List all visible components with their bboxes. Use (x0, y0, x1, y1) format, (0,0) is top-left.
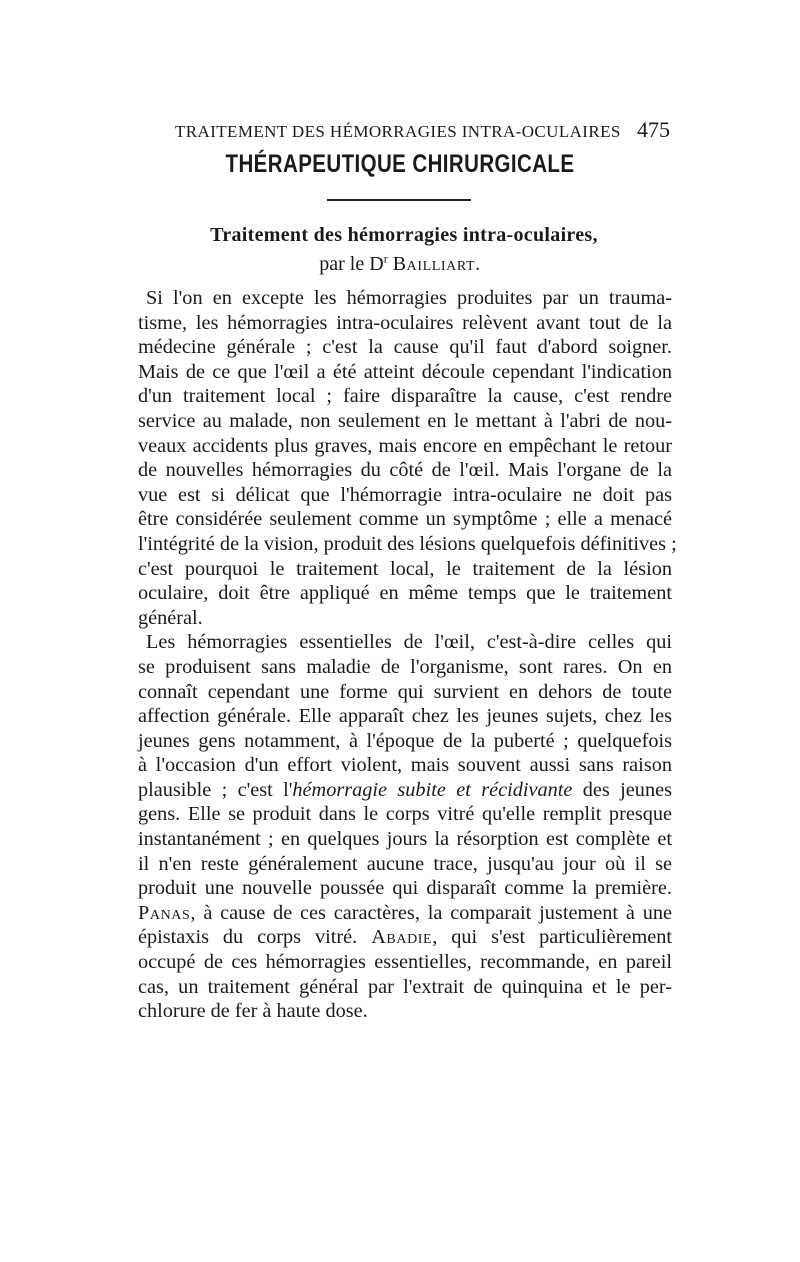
author-name-abadie: Abadie (371, 926, 433, 949)
text-line: chlorure de fer à haute dose. (138, 1000, 368, 1023)
text-line (138, 925, 672, 950)
text-line: gens. Elle se produit dans le corps vitré qu'elle remplit presque (138, 803, 672, 826)
text-line: oculaire, doit être appliqué en même temps que le traitement (138, 582, 672, 605)
text-line: vue est si délicat que l'hémorragie intra-oculaire ne doit pas (138, 483, 672, 506)
text-line: de nouvelles hémorragies du côté de l'œil. Mais l'organe de la (138, 459, 672, 482)
article-body (138, 286, 677, 1024)
article-title: Traitement des hémorragies intra-oculaires, (210, 224, 598, 246)
text-fragment: épistaxis du corps vitré. (138, 926, 372, 949)
section-title: THÉRAPEUTIQUE CHIRURGICALE (225, 150, 575, 178)
text-line: Mais de ce que l'œil a été atteint découle cependant l'indication (138, 360, 672, 383)
text-line: instantanément ; en quelques jours la résorption est complète et (138, 828, 672, 851)
italic-phrase: hémorragie subite et récidivante (292, 778, 573, 801)
text-line (138, 901, 672, 926)
text-line: affection générale. Elle apparaît chez les jeunes sujets, chez les (138, 705, 672, 728)
text-line: il n'en reste généralement aucune trace, jusqu'au jour où il se (138, 852, 672, 875)
text-fragment: , à cause de ces caractères, la comparait justement à une (190, 901, 672, 924)
text-line: se produisent sans maladie de l'organisme, sont rares. On en (138, 655, 672, 678)
text-line: produit une nouvelle poussée qui disparaît comme la première. (138, 877, 672, 900)
title-rule (327, 199, 471, 201)
text-line (138, 778, 672, 803)
byline-prefix: par le D (319, 253, 384, 275)
running-header (175, 117, 670, 143)
author-name-panas: Panas (138, 901, 191, 924)
text-line: l'intégrité de la vision, produit des lésions quelquefois définitives ; (138, 532, 677, 555)
text-line: veaux accidents plus graves, mais encore en empêchant le retour (138, 434, 672, 457)
text-line: Si l'on en excepte les hémorragies produites par un trauma- (146, 287, 672, 309)
text-line: médecine générale ; c'est la cause qu'il faut d'abord soigner. (138, 336, 672, 359)
running-title: TRAITEMENT DES HÉMORRAGIES INTRA-OCULAIRES (175, 122, 621, 141)
text-line: Les hémorragies essentielles de l'œil, c'est-à-dire celles qui (146, 631, 672, 654)
byline-author: Bailliart. (392, 253, 481, 275)
text-line: tisme, les hémorragies intra-oculaires relèvent avant tout de la (138, 311, 672, 334)
text-line: jeunes gens notamment, à l'époque de la puberté ; quelquefois (138, 729, 672, 752)
text-line: cas, un traitement général par l'extrait de quinquina et le per- (138, 975, 672, 998)
byline-superscript: r (383, 251, 388, 266)
text-line: être considérée seulement comme un symptôme ; elle a menacé (138, 508, 672, 531)
text-line: d'un traitement local ; faire disparaître la cause, c'est rendre (138, 385, 672, 408)
text-line: connaît cependant une forme qui survient en dehors de toute (138, 680, 672, 703)
byline (0, 253, 800, 276)
page-number: 475 (637, 117, 670, 142)
text-line: c'est pourquoi le traitement local, le traitement de la lésion (138, 557, 672, 580)
text-fragment: , qui s'est particulièrement (432, 926, 672, 949)
text-fragment: des jeunes (572, 778, 672, 801)
text-fragment: plausible ; c'est l' (138, 778, 293, 801)
text-line: service au malade, non seulement en le mettant à l'abri de nou- (138, 409, 672, 432)
text-line: général. (138, 606, 203, 629)
text-line: occupé de ces hémorragies essentielles, recommande, en pareil (138, 951, 672, 974)
text-line: à l'occasion d'un effort violent, mais souvent aussi sans raison (138, 754, 672, 777)
